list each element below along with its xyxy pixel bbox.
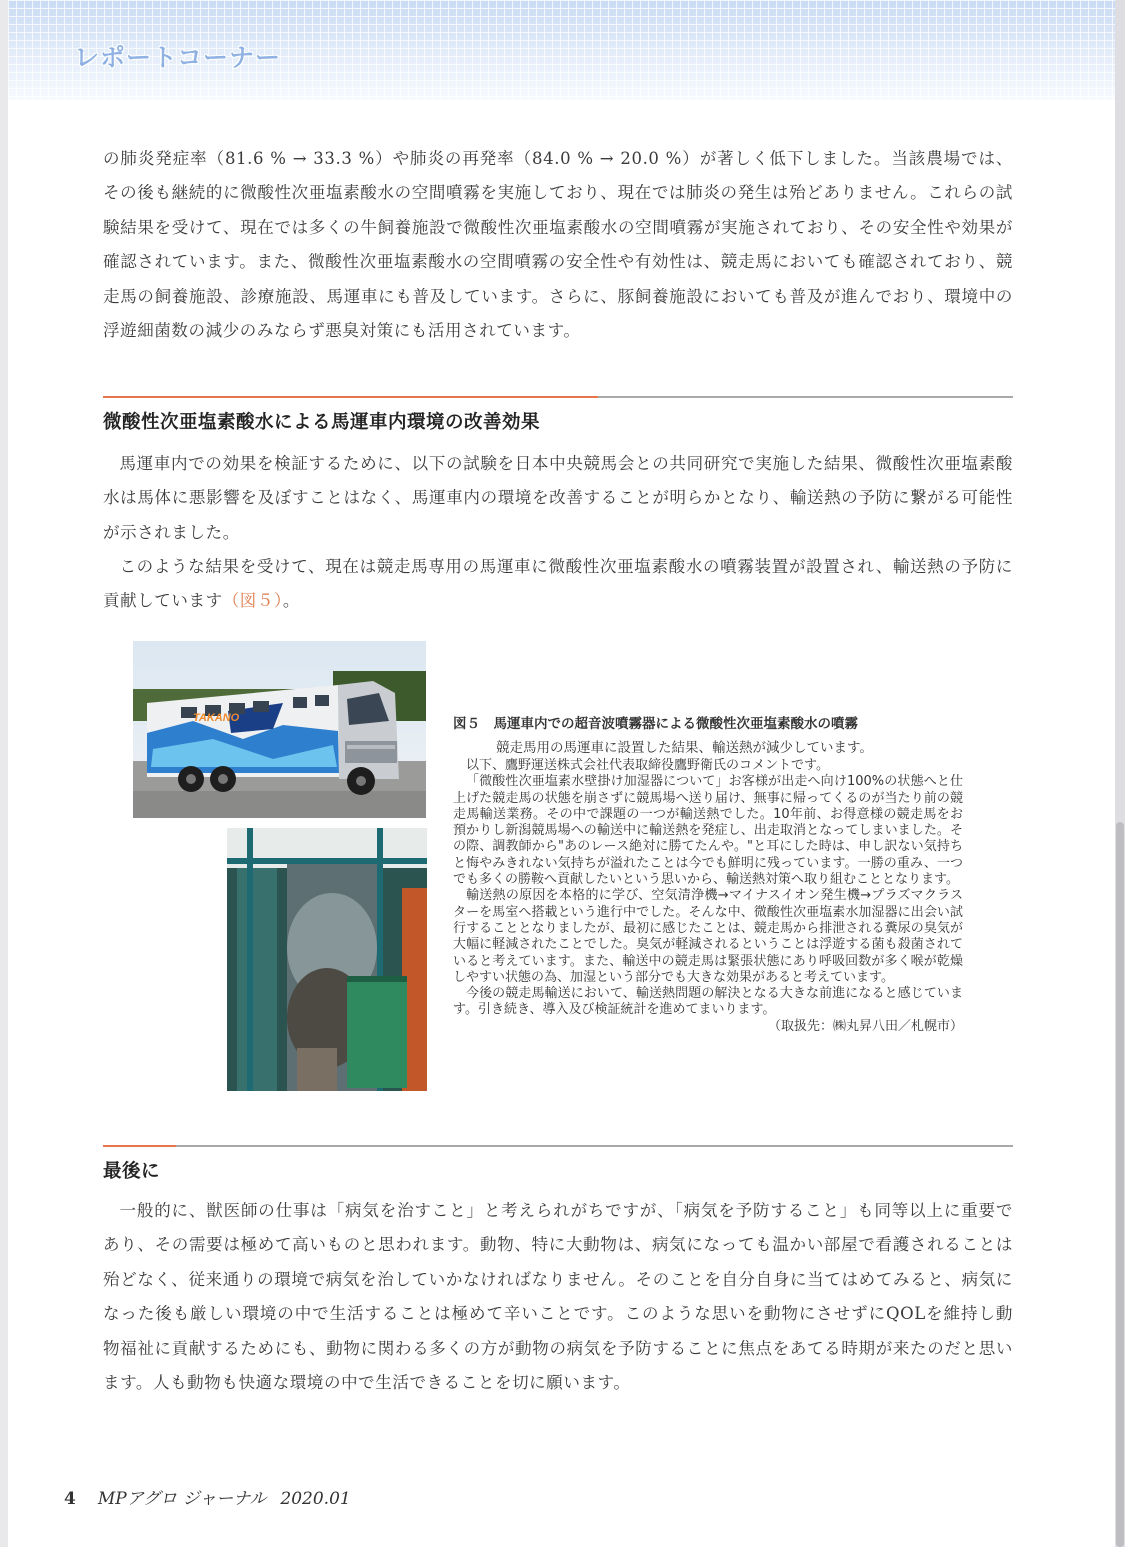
page-number: 4 (64, 1489, 76, 1509)
truck-interior-illustration (227, 828, 427, 1091)
comment-paragraph: 輸送熱の原因を本格的に学び、空気清浄機→マイナスイオン発生機→プラズマクラスターを馬室へ搭載という進行中でした。そんな中、微酸性次亜塩素水加湿器に出会い試行することとなりましたが、最初に感じたことは、競走馬から排泄される糞尿の臭気が大幅に軽減されたことでした。臭気が軽減されるということは浮遊する菌も殺菌されていると考えています。また、輸送中の競走馬は緊張状態にあり呼吸回数が多く喉が乾燥しやすい状態の為、加湿という部分でも大きな効果があると考えています。 (453, 888, 963, 985)
section-divider (103, 396, 1013, 398)
comment-credit: （取扱先：㈱丸昇八田／札幌市） (767, 1018, 963, 1034)
comment-paragraph: 以下、鷹野運送株式会社代表取締役鷹野衛氏のコメントです。 (466, 758, 829, 773)
conclusion-paragraph: 一般的に、獣医師の仕事は「病気を治すこと」と考えられがちですが、「病気を予防すること」も同等以上に重要であり、その需要は極めて高いものと思われます。動物、特に大動物は、病気になっても温かい部屋で看護されることは殆どなく、従来通りの環境で病気を治していかなければなりません。そのことを自分自身に当てはめてみると、病気になった後も厳しい環境の中で生活することは極めて辛いことです。このような思いを動物にさせずにQOLを維持し動物福祉に貢献するためにも、動物に関わる多くの方が動物の病気を予防することに焦点をあてる時期が来たのだと思います。人も動物も快適な環境の中で生活できることを切に願います。 (103, 1201, 1013, 1393)
corner-title: レポートコーナー (74, 43, 282, 72)
figure-subtitle: 競走馬用の馬運車に設置した結果、輸送熱が減少しています。 (496, 740, 873, 756)
scrollbar-thumb[interactable] (1116, 822, 1124, 1547)
intro-paragraph: の肺炎発症率（81.6 % → 33.3 %）や肺炎の再発率（84.0 % → 20.0 %）が著しく低下しました。当該農場では、その後も継続的に微酸性次亜塩素酸水の空間噴霧を実施しており、現在では肺炎の発生は殆どありません。これらの試験結果を受けて、現在では多くの牛飼養施設で微酸性次亜塩素酸水の空間噴霧が実施されており、その安全性や効果が確認されています。また、微酸性次亜塩素酸水の空間噴霧の安全性や有効性は、競走馬においても確認されており、競走馬の飼養施設、診療施設、馬運車にも普及しています。さらに、豚飼養施設においても普及が進んでおり、環境中の浮遊細菌数の減少のみならず悪臭対策にも活用されています。 (103, 149, 1013, 341)
paragraph-text: このような結果を受けて、現在は競走馬専用の馬運車に微酸性次亜塩素酸水の噴霧装置が設置され、輸送熱の予防に貢献しています (103, 557, 1014, 611)
truck-logo: TAKANO (193, 712, 240, 724)
figure-reference: （図５） (222, 591, 283, 611)
page-footer (64, 1484, 351, 1509)
issue-date: 2020.01 (280, 1489, 351, 1509)
comment-paragraph: 「微酸性次亜塩素水壁掛け加湿器について」お客様が出走へ向け100%の状態へと仕上げた競走馬の状態を崩さずに競馬場へ送り届け、無事に帰ってくるのが当たり前の競走馬輸送業務。その中で課題の一つが輸送熱でした。10年前、お得意様の競走馬をお預かりし新潟競馬場への輸送中に輸送熱を発症し、出走取消となってしまいました。その際、調教師から"あのレース絶対に勝てたんや。"と耳にした時は、申し訳ない気持ちと悔やみきれない気持ちが溢れたことは今でも鮮明に残っています。一勝の重み、一つでも多くの勝鞍へ貢献したいという思いから、輸送熱対策へ取り組むこととなります。 (453, 774, 963, 888)
section1-paragraph-2 (103, 550, 1013, 619)
section1-paragraph-1: 馬運車内での効果を検証するために、以下の試験を日本中央競馬会との共同研究で実施した結果、微酸性次亜塩素酸水は馬体に悪影響を及ぼすことはなく、馬運車内の環境を改善することが明らかとなり、輸送熱の予防に繋がる可能性が示されました。 (103, 454, 1013, 542)
magazine-name: MPアグロ ジャーナル (97, 1489, 267, 1509)
divider-accent (103, 396, 598, 398)
photo-horse-truck (133, 641, 426, 818)
section-heading-transport: 微酸性次亜塩素酸水による馬運車内環境の改善効果 (103, 412, 541, 433)
section-heading-conclusion: 最後に (103, 1161, 161, 1182)
page-edge-left (0, 0, 8, 1547)
section-divider (103, 1145, 1013, 1147)
divider-accent (103, 1145, 176, 1147)
photo-truck-interior (227, 828, 427, 1091)
figure-title: 図５ 馬運車内での超音波噴霧器による微酸性次亜塩素酸水の噴霧 (453, 716, 858, 732)
figure-comment (453, 758, 963, 1035)
comment-paragraph: 今後の競走馬輸送において、輸送熱問題の解決となる大きな前進になると感じています。引き続き、導入及び検証統計を進めてまいります。 (453, 986, 963, 1018)
horse-truck-illustration (133, 641, 426, 818)
paragraph-end: 。 (282, 591, 300, 611)
